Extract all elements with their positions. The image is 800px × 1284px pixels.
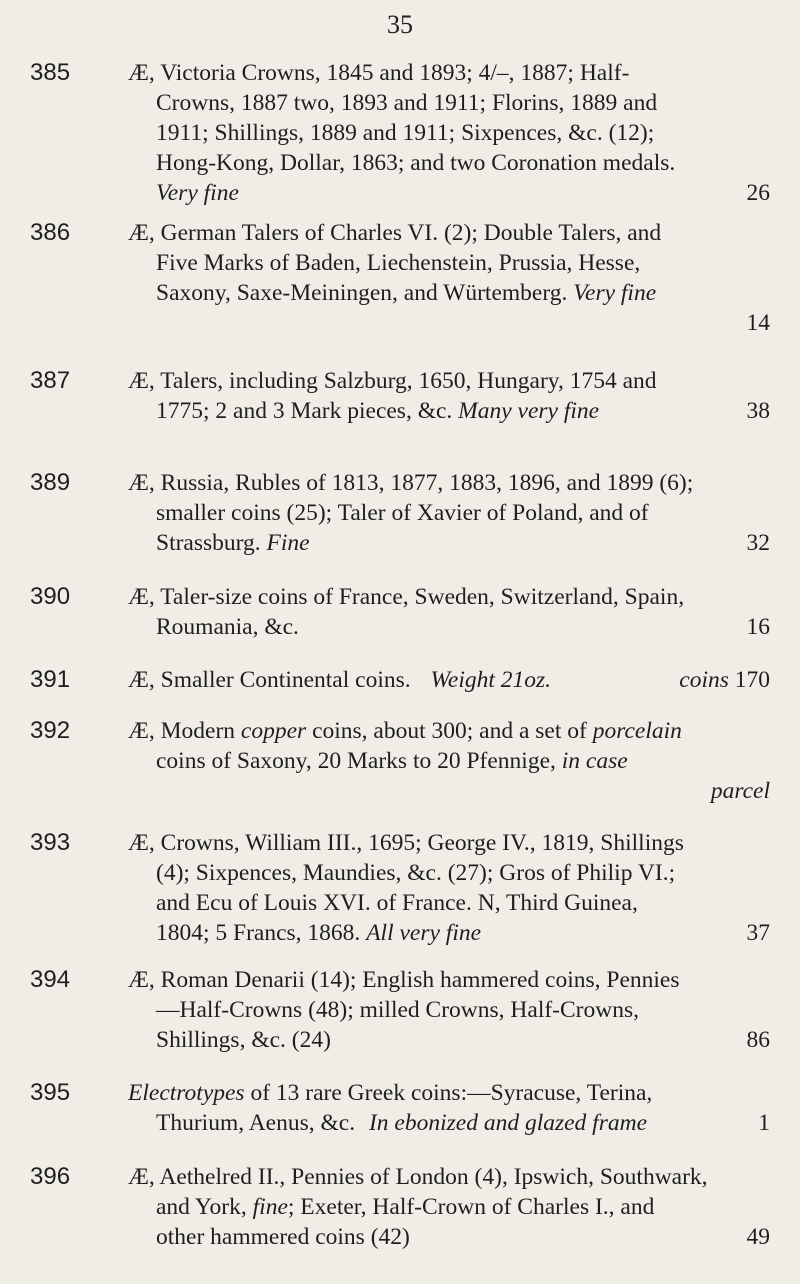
lot-description [128,716,770,806]
lot-text: Saxony, Saxe-Meiningen, and Würtemberg. [156,280,568,306]
lot-description [128,665,770,695]
lot-line [128,1192,770,1222]
lot-line: smaller coins (25); Taler of Xavier of Poland, and of [156,500,649,526]
lot-description [128,1162,770,1252]
lot-text: Thurium, Aenus, &c. [156,1110,356,1136]
lot-line: Æ, Victoria Crowns, 1845 and 1893; 4/–, 1887; Half- [128,60,630,86]
lot-line: Æ, Aethelred II., Pennies of London (4), Ipswich, Southwark, [128,1164,708,1190]
lot-number: 387 [30,367,71,394]
lot-number: 395 [30,1079,71,1106]
lot-quantity: 49 [746,1224,770,1250]
lot-description [128,218,770,338]
lot-text: other hammered coins (42) [156,1224,410,1250]
lot-final-line [128,1222,770,1252]
lot-quantity-group [679,665,770,695]
lot-line: (4); Sixpences, Maundies, &c. (27); Gros of Philip VI.; [156,860,676,886]
lot-quantity: 32 [746,530,770,556]
lot-condition: In ebonized and glazed frame [368,1110,647,1136]
lot-text: Æ, Modern [128,718,241,744]
lot-condition: Many very fine [458,398,600,424]
lot-number: 386 [30,219,71,246]
lot-line: Æ, German Talers of Charles VI. (2); Double Talers, and [128,220,662,246]
lot-final-line [128,746,770,776]
lot-condition: Fine [266,530,310,556]
lot-text: ; Exeter, Half-Crown of Charles I., and [287,1194,655,1220]
lot-description [128,828,770,948]
lot-description [128,366,770,426]
lot-condition: fine [252,1194,288,1220]
lot-line: Five Marks of Baden, Liechenstein, Prussia, Hesse, [156,250,641,276]
lot-line [128,1078,770,1108]
lot-quantity: 26 [746,180,770,206]
lot-number: 392 [30,717,71,744]
lot-text: Roumania, &c. [156,614,299,640]
lot-description [128,1078,770,1138]
lot-quantity: 37 [746,920,770,946]
lot-material: porcelain [592,718,682,744]
lot-line: Æ, Crowns, William III., 1695; George IV., 1819, Shillings [128,830,684,856]
lot-line [128,716,770,746]
lot-text: and York, [156,1194,253,1220]
lot-description [128,582,770,642]
lot-quantity: 86 [746,1027,770,1053]
lot-line: Æ, Talers, including Salzburg, 1650, Hungary, 1754 and [128,368,657,394]
lot-condition: Weight 21oz. [430,667,552,693]
lot-description [128,965,770,1055]
lot-quantity: 38 [746,398,770,424]
lot-line: Æ, Taler-size coins of France, Sweden, Switzerland, Spain, [128,584,685,610]
lot-text: Strassburg. [156,530,261,556]
lot-quantity: 170 [734,667,770,693]
lot-quantity: parcel [710,778,770,804]
lot-final-line [128,278,770,308]
lot-final-line [128,178,770,208]
lot-line: Æ, Roman Denarii (14); English hammered coins, Pennies [128,967,680,993]
lot-number: 385 [30,59,71,86]
lot-number: 393 [30,829,71,856]
lot-number: 391 [30,666,71,693]
lot-line: Hong-Kong, Dollar, 1863; and two Coronation medals. [156,150,676,176]
lot-text: 1804; 5 Francs, 1868. [156,920,361,946]
lot-final-line [128,918,770,948]
lot-text: of 13 rare Greek coins:—Syracuse, Terina, [244,1080,653,1106]
lot-material: copper [240,718,307,744]
lot-final-line [128,528,770,558]
lot-number: 389 [30,469,71,496]
lot-text: Shillings, &c. (24) [156,1027,331,1053]
lot-line: —Half-Crowns (48); milled Crowns, Half-Crowns, [156,997,639,1023]
lot-number: 390 [30,583,71,610]
lot-final-line [128,1108,770,1138]
lot-text: Æ, Smaller Continental coins. [128,667,411,693]
lot-line: Crowns, 1887 two, 1893 and 1911; Florins, 1889 and [156,90,658,116]
lot-final-line [128,1025,770,1055]
lot-number: 396 [30,1163,71,1190]
lot-final-line [128,665,770,695]
lot-number: 394 [30,966,71,993]
lot-material: Electrotypes [128,1080,245,1106]
lot-text: 1775; 2 and 3 Mark pieces, &c. [156,398,453,424]
lot-condition: All very fine [366,920,482,946]
lot-description [128,468,770,558]
lot-final-line [128,612,770,642]
lot-line: Æ, Russia, Rubles of 1813, 1877, 1883, 1896, and 1899 (6); [128,470,694,496]
lot-quantity: 16 [746,614,770,640]
page-number: 35 [387,10,413,39]
lot-line: and Ecu of Louis XVI. of France. N, Third Guinea, [156,890,638,916]
lot-condition: Very fine [573,280,657,306]
lot-description [128,58,770,208]
lot-quantity-unit: coins [679,667,729,693]
lot-final-line [128,396,770,426]
lot-text: coins, about 300; and a set of [306,718,593,744]
lot-quantity: 14 [746,310,770,336]
lot-condition: Very fine [156,180,239,206]
lot-quantity: 1 [758,1110,770,1136]
lot-text: coins of Saxony, 20 Marks to 20 Pfennige, [156,748,556,774]
lot-condition: in case [561,748,628,774]
lot-line: 1911; Shillings, 1889 and 1911; Sixpences, &c. (12); [156,120,655,146]
